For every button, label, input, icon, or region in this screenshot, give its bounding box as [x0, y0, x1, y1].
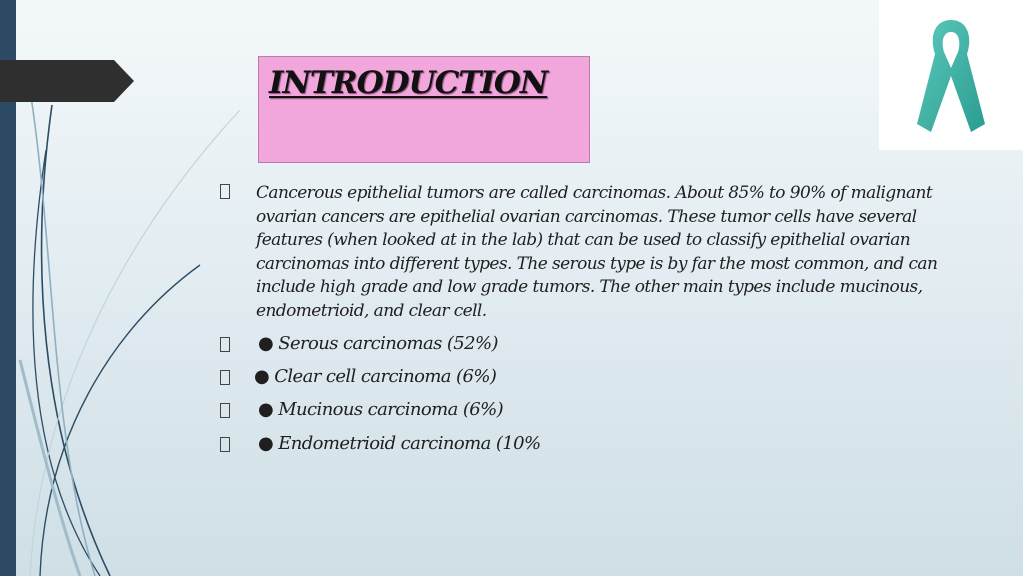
- list-item-text: ● Mucinous carcinoma (6%): [258, 399, 504, 420]
- arrow-tab-icon: [0, 60, 134, 102]
- bullet-square-icon: [220, 370, 230, 385]
- intro-paragraph: [220, 182, 950, 323]
- paragraph-text: Cancerous epithelial tumors are called carcinomas. About 85% to 90% of malignant ovarian cancers are epithelial ovarian carcinomas. These tumor cells have several features (when looked at in the lab) that can be used to classify epithelial ovarian carcinomas into different types. The serous type is by far the most common, and can include high grade and low grade tumors. The other main types include mucinous, endometrioid, and clear cell.: [256, 183, 938, 321]
- list-item: [220, 399, 720, 423]
- bullet-square-icon: [220, 337, 230, 352]
- title-box: [258, 56, 590, 163]
- list-item-text: ● Clear cell carcinoma (6%): [254, 366, 497, 387]
- awareness-ribbon-icon: [909, 14, 993, 138]
- list-item-text: ● Serous carcinomas (52%): [258, 333, 498, 354]
- list-item: [220, 433, 720, 457]
- bullet-square-icon: [220, 437, 230, 452]
- list-item-text: ● Endometrioid carcinoma (10%: [258, 433, 541, 454]
- bullet-square-icon: [220, 403, 230, 418]
- bullet-square-icon: [220, 184, 230, 199]
- ribbon-panel: [879, 0, 1023, 150]
- page-title: INTRODUCTION: [269, 65, 548, 101]
- list-item: [220, 333, 720, 357]
- list-item: [220, 366, 720, 390]
- slide-content: [220, 182, 950, 323]
